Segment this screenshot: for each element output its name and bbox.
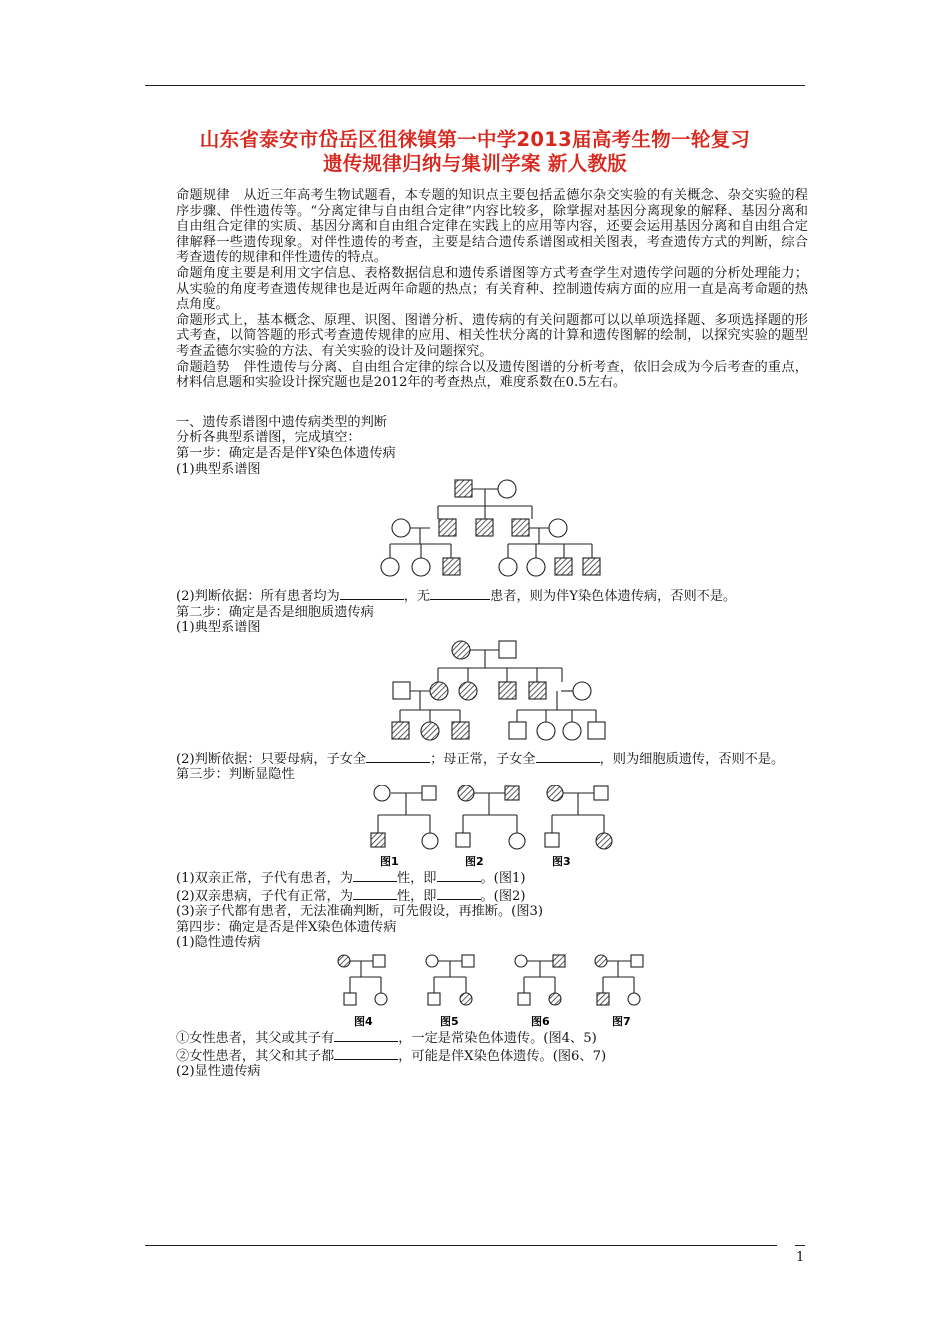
answer-blank[interactable] bbox=[334, 1047, 398, 1060]
section1-instruction: 分析各典型系谱图，完成填空： bbox=[176, 430, 361, 446]
header-rule bbox=[145, 85, 805, 86]
step3-item-3: (3)亲子代都有患者，无法准确判断，可先假设，再推断。(图3) bbox=[176, 904, 544, 920]
step3-heading: 第三步：判断显隐性 bbox=[176, 767, 295, 783]
answer-blank[interactable] bbox=[430, 587, 490, 600]
step4-item-1: ①女性患者，其父或其子有 ，一定是常染色体遗传。(图4、5) bbox=[176, 1031, 597, 1047]
answer-blank[interactable] bbox=[353, 887, 397, 900]
footer-rule bbox=[145, 1245, 777, 1246]
pedigree-cytoplasmic bbox=[176, 638, 808, 750]
answer-blank[interactable] bbox=[437, 887, 481, 900]
step1-heading: 第一步：确定是否是伴Y染色体遗传病 bbox=[176, 445, 396, 461]
figure-label: 图5 bbox=[440, 1015, 459, 1029]
answer-blank[interactable] bbox=[340, 587, 404, 600]
intro-paragraph-4: 命题趋势 伴性遗传与分离、自由组合定律的综合以及遗传图谱的分析考查，依旧会成为今后考查的重点，材料信息题和实验设计探究题也是2012年的考查热点，难度系数在0.5左右。 bbox=[176, 359, 808, 391]
answer-blank[interactable] bbox=[536, 750, 600, 763]
step4-subheading-recessive: (1)隐性遗传病 bbox=[176, 935, 261, 951]
intro-paragraph-1: 命题规律 从近三年高考生物试题看，本专题的知识点主要包括孟德尔杂交实验的有关概念、杂交实验的程序步骤、伴性遗传等。“分离定律与自由组合定律”内容比较多，除掌握对基因分离现象的解释、基因分离和自由组合定律的实质、基因分离和自由组合定律在实践上的应用等内容，还要会运用基因分离和自由组合定律解释一些遗传现象。对伴性遗传的考查，主要是结合遗传系谱图或相关图表，考查遗传方式的判断，综合考查遗传的规律和伴性遗传的特点。 bbox=[176, 188, 808, 266]
doc-title-line2: 遗传规律归纳与集训学案 新人教版 bbox=[322, 152, 628, 175]
step2-heading: 第二步：确定是否是细胞质遗传病 bbox=[176, 604, 374, 620]
step3-item-2: (2)双亲患病，子代有正常，为 性，即 。(图2) bbox=[176, 888, 526, 904]
answer-blank[interactable] bbox=[437, 869, 481, 882]
step4-heading: 第四步：确定是否是伴X染色体遗传病 bbox=[176, 919, 397, 935]
step2-criteria: (2)判断依据：只要母病，子女全 ；母正常，子女全 ，则为细胞质遗传，否则不是。 bbox=[176, 751, 785, 767]
page-number: 1 bbox=[796, 1250, 805, 1265]
pedigree-y-linked bbox=[176, 479, 808, 587]
figure-label: 图2 bbox=[465, 855, 484, 869]
step1-criteria: (2)判断依据：所有患者均为 ，无 患者，则为伴Y染色体遗传病，否则不是。 bbox=[176, 589, 737, 605]
answer-blank[interactable] bbox=[334, 1029, 398, 1042]
figure-label: 图7 bbox=[612, 1015, 631, 1029]
step4-subheading-dominant: (2)显性遗传病 bbox=[176, 1064, 261, 1080]
intro-paragraph-3: 命题形式上，基本概念、原理、识图、图谱分析、遗传病的有关问题都可以以单项选择题、多项选择题的形式考查，以简答题的形式考查遗传规律的应用、相关性状分离的计算和遗传图解的绘制，以探究实验的题型考查孟德尔实验的方法、有关实验的设计及问题探究。 bbox=[176, 312, 808, 359]
step1-subheading: (1)典型系谱图 bbox=[176, 461, 261, 477]
intro-paragraph-2: 命题角度主要是利用文字信息、表格数据信息和遗传系谱图等方式考查学生对遗传学问题的分析处理能力；从实验的角度考查遗传规律也是近两年命题的热点；有关育种、控制遗传病方面的应用一直是高考命题的热点角度。 bbox=[176, 265, 808, 313]
section1-heading: 一、遗传系谱图中遗传病类型的判断 bbox=[176, 414, 387, 430]
pedigree-x-linked-recessive bbox=[176, 953, 808, 1029]
step4-item-2: ②女性患者，其父和其子都 ，可能是伴X染色体遗传。(图6、7) bbox=[176, 1048, 607, 1064]
step2-subheading: (1)典型系谱图 bbox=[176, 620, 261, 636]
footer-rule-short bbox=[795, 1245, 805, 1246]
figure-label: 图4 bbox=[354, 1015, 373, 1029]
figure-label: 图6 bbox=[531, 1015, 550, 1029]
figure-label: 图1 bbox=[380, 855, 399, 869]
figure-label: 图3 bbox=[552, 855, 571, 869]
step3-item-1: (1)双亲正常，子代有患者，为 性，即 。(图1) bbox=[176, 871, 526, 887]
doc-title-line1: 山东省泰安市岱岳区徂徕镇第一中学2013届高考生物一轮复习 bbox=[199, 128, 751, 151]
answer-blank[interactable] bbox=[366, 750, 430, 763]
answer-blank[interactable] bbox=[353, 869, 397, 882]
document-body bbox=[176, 188, 808, 1080]
pedigree-dominance-figures bbox=[176, 785, 808, 869]
